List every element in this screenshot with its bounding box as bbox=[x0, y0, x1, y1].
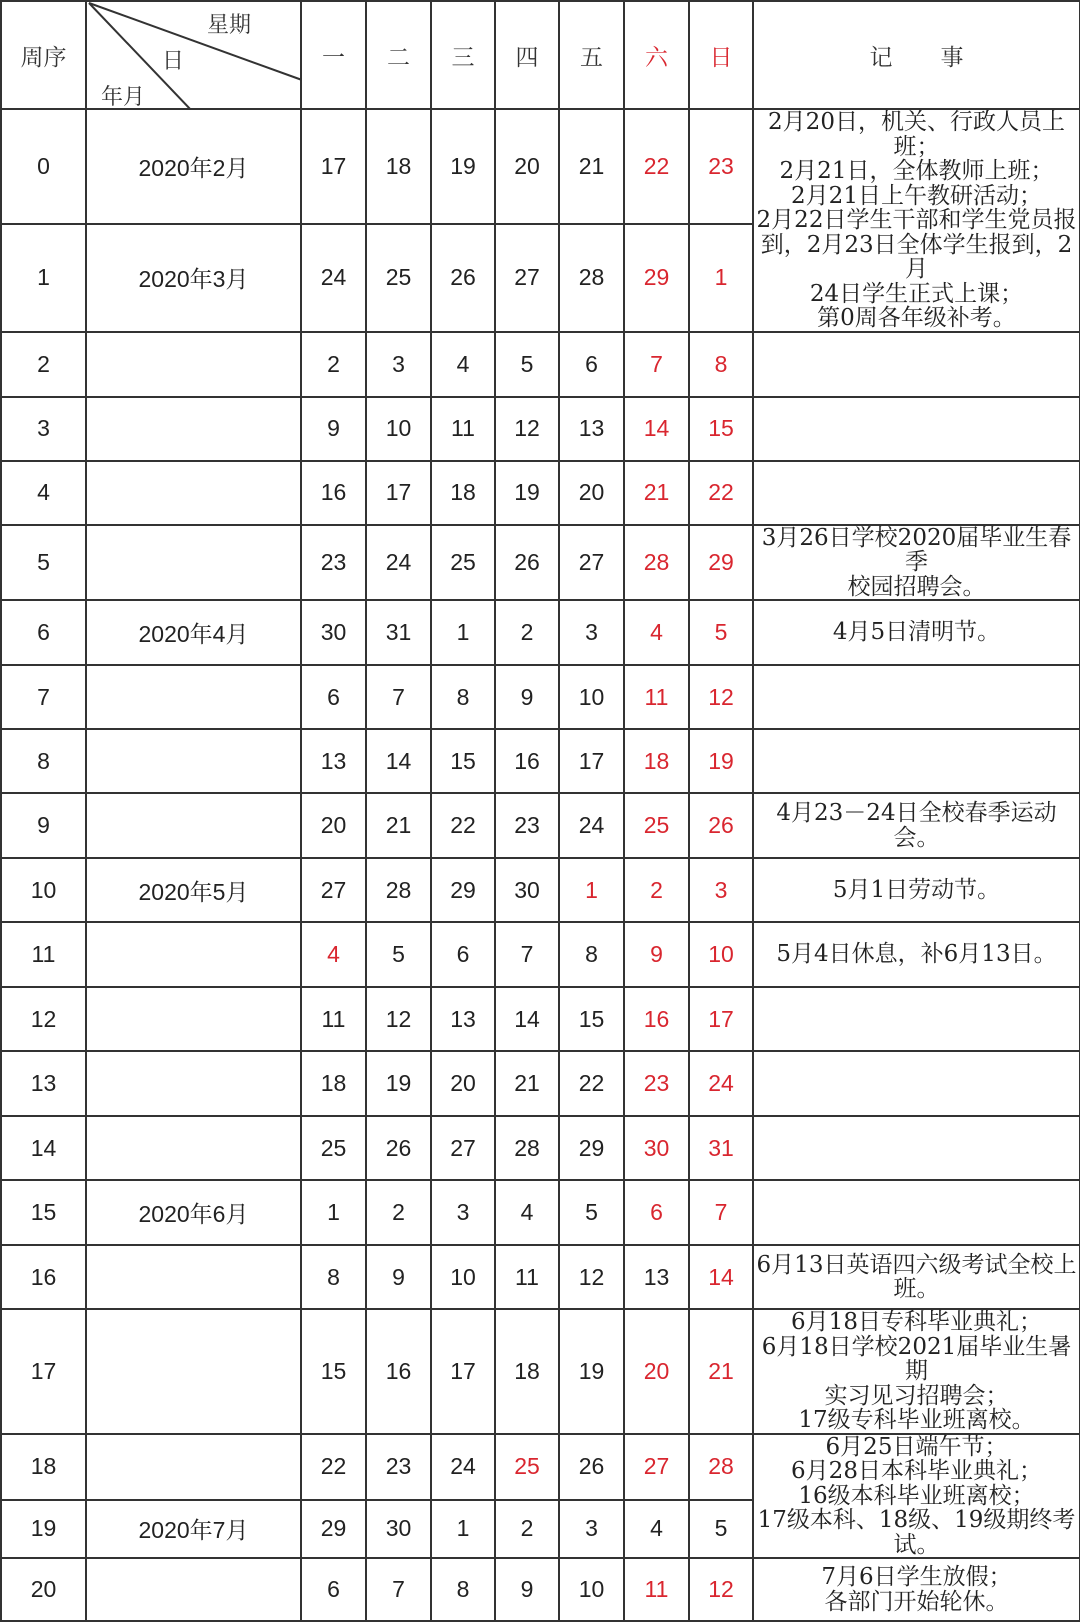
day-cell-fri: 20 bbox=[559, 461, 624, 525]
day-cell-thu: 11 bbox=[495, 1245, 559, 1309]
day-cell-sun: 23 bbox=[689, 109, 753, 224]
day-cell-fri: 13 bbox=[559, 397, 624, 461]
day-cell-thu: 2 bbox=[495, 1500, 559, 1558]
note-line: 各部门开始轮休。 bbox=[824, 1588, 1009, 1615]
week-number-cell: 0 bbox=[1, 109, 86, 224]
notes-cell bbox=[753, 793, 1080, 858]
note-line: 16级本科毕业班离校； bbox=[798, 1482, 1035, 1509]
note-line: 4月23－24日全校春季运动会。 bbox=[776, 800, 1057, 851]
year-month-cell bbox=[86, 729, 301, 793]
day-cell-mon: 29 bbox=[301, 1500, 366, 1558]
notes-cell-empty bbox=[753, 397, 1080, 461]
year-month-cell bbox=[86, 922, 301, 987]
day-cell-sun: 1 bbox=[689, 224, 753, 331]
day-cell-fri: 29 bbox=[559, 1116, 624, 1180]
day-cell-sun: 24 bbox=[689, 1051, 753, 1116]
day-cell-mon: 20 bbox=[301, 793, 366, 858]
week-number-cell: 17 bbox=[1, 1309, 86, 1434]
notes-header bbox=[753, 1, 1080, 109]
year-month-cell bbox=[86, 1116, 301, 1180]
week-number-cell: 12 bbox=[1, 987, 86, 1051]
note-line: 2月21日，全体教师上班； bbox=[779, 158, 1054, 184]
day-cell-tue: 5 bbox=[366, 922, 431, 987]
day-cell-thu: 19 bbox=[495, 461, 559, 525]
day-cell-fri: 17 bbox=[559, 729, 624, 793]
notes-cell bbox=[753, 858, 1080, 922]
week-number-cell: 7 bbox=[1, 665, 86, 729]
week-row bbox=[1, 1180, 1080, 1245]
notes-cell bbox=[753, 525, 1080, 601]
day-cell-mon: 17 bbox=[301, 109, 366, 224]
note-line: 6月25日端午节； bbox=[825, 1433, 1008, 1460]
day-cell-mon: 8 bbox=[301, 1245, 366, 1309]
notes-cell bbox=[753, 1434, 1080, 1559]
week-row bbox=[1, 1051, 1080, 1116]
diagonal-header-cell bbox=[86, 1, 301, 109]
day-cell-thu: 5 bbox=[495, 332, 559, 397]
day-cell-sat: 4 bbox=[624, 1500, 689, 1558]
day-cell-tue: 23 bbox=[366, 1434, 431, 1500]
day-cell-thu: 21 bbox=[495, 1051, 559, 1116]
day-cell-thu: 9 bbox=[495, 665, 559, 729]
year-month-cell bbox=[86, 1309, 301, 1434]
week-row bbox=[1, 793, 1080, 858]
week-row bbox=[1, 332, 1080, 397]
day-cell-tue: 10 bbox=[366, 397, 431, 461]
day-cell-sun: 14 bbox=[689, 1245, 753, 1309]
day-cell-wed: 17 bbox=[431, 1309, 495, 1434]
day-cell-sun: 31 bbox=[689, 1116, 753, 1180]
day-cell-sun: 3 bbox=[689, 858, 753, 922]
week-row bbox=[1, 1434, 1080, 1500]
notes-cell-empty bbox=[753, 1180, 1080, 1245]
year-month-cell bbox=[86, 461, 301, 525]
weekday-header-fri: 五 bbox=[559, 1, 624, 109]
week-number-cell: 13 bbox=[1, 1051, 86, 1116]
week-row bbox=[1, 665, 1080, 729]
week-number-cell: 3 bbox=[1, 397, 86, 461]
note-line: 5月4日休息，补6月13日。 bbox=[776, 941, 1057, 968]
day-cell-sun: 5 bbox=[689, 600, 753, 665]
day-cell-tue: 2 bbox=[366, 1180, 431, 1245]
day-cell-tue: 25 bbox=[366, 224, 431, 331]
day-cell-tue: 17 bbox=[366, 461, 431, 525]
notes-cell bbox=[753, 1245, 1080, 1309]
week-number-cell: 11 bbox=[1, 922, 86, 987]
day-cell-wed: 15 bbox=[431, 729, 495, 793]
calendar-body bbox=[1, 109, 1080, 1621]
day-cell-tue: 31 bbox=[366, 600, 431, 665]
notes-cell bbox=[753, 922, 1080, 987]
year-month-cell bbox=[86, 987, 301, 1051]
day-cell-fri: 15 bbox=[559, 987, 624, 1051]
day-cell-sun: 28 bbox=[689, 1434, 753, 1500]
day-cell-wed: 29 bbox=[431, 858, 495, 922]
day-cell-sat: 14 bbox=[624, 397, 689, 461]
day-cell-sun: 21 bbox=[689, 1309, 753, 1434]
day-cell-fri: 8 bbox=[559, 922, 624, 987]
day-cell-sun: 12 bbox=[689, 665, 753, 729]
day-cell-tue: 7 bbox=[366, 1558, 431, 1621]
day-cell-tue: 3 bbox=[366, 332, 431, 397]
week-number-cell: 4 bbox=[1, 461, 86, 525]
day-cell-wed: 11 bbox=[431, 397, 495, 461]
day-cell-sun: 19 bbox=[689, 729, 753, 793]
day-cell-thu: 9 bbox=[495, 1558, 559, 1621]
notes-cell-empty bbox=[753, 1116, 1080, 1180]
notes-cell-empty bbox=[753, 332, 1080, 397]
day-cell-fri: 19 bbox=[559, 1309, 624, 1434]
week-row bbox=[1, 1116, 1080, 1180]
notes-cell bbox=[753, 109, 1080, 332]
week-row bbox=[1, 1558, 1080, 1621]
note-line: 17级专科毕业班离校。 bbox=[798, 1407, 1035, 1433]
week-row bbox=[1, 1245, 1080, 1309]
day-cell-thu: 12 bbox=[495, 397, 559, 461]
day-cell-wed: 13 bbox=[431, 987, 495, 1051]
note-line: 3月26日学校2020届毕业生春季 bbox=[761, 524, 1072, 575]
day-cell-mon: 16 bbox=[301, 461, 366, 525]
week-number-header: 周序 bbox=[1, 1, 86, 109]
notes-cell-empty bbox=[753, 1051, 1080, 1116]
note-line: 第0周各年级补考。 bbox=[817, 305, 1016, 331]
year-month-cell bbox=[86, 793, 301, 858]
day-cell-sun: 22 bbox=[689, 461, 753, 525]
week-number-cell: 15 bbox=[1, 1180, 86, 1245]
note-line: 到，2月23日全体学生报到，2月 bbox=[760, 231, 1073, 282]
day-cell-wed: 20 bbox=[431, 1051, 495, 1116]
day-cell-fri: 24 bbox=[559, 793, 624, 858]
year-month-cell: 2020年6月 bbox=[86, 1180, 301, 1245]
day-cell-tue: 21 bbox=[366, 793, 431, 858]
year-month-cell: 2020年3月 bbox=[86, 224, 301, 331]
day-cell-wed: 8 bbox=[431, 665, 495, 729]
day-cell-sat: 28 bbox=[624, 525, 689, 601]
day-cell-tue: 18 bbox=[366, 109, 431, 224]
week-number-cell: 10 bbox=[1, 858, 86, 922]
day-cell-mon: 6 bbox=[301, 1558, 366, 1621]
day-cell-sat: 22 bbox=[624, 109, 689, 224]
day-cell-sat: 4 bbox=[624, 600, 689, 665]
year-month-cell bbox=[86, 1434, 301, 1500]
day-cell-sat: 20 bbox=[624, 1309, 689, 1434]
day-cell-fri: 3 bbox=[559, 600, 624, 665]
notes-cell bbox=[753, 1309, 1080, 1434]
weekday-header-thu: 四 bbox=[495, 1, 559, 109]
day-cell-fri: 22 bbox=[559, 1051, 624, 1116]
day-cell-wed: 18 bbox=[431, 461, 495, 525]
day-cell-fri: 21 bbox=[559, 109, 624, 224]
day-cell-thu: 20 bbox=[495, 109, 559, 224]
day-cell-wed: 4 bbox=[431, 332, 495, 397]
day-cell-sun: 15 bbox=[689, 397, 753, 461]
day-cell-wed: 10 bbox=[431, 1245, 495, 1309]
day-cell-sat: 29 bbox=[624, 224, 689, 331]
day-cell-wed: 3 bbox=[431, 1180, 495, 1245]
day-cell-mon: 25 bbox=[301, 1116, 366, 1180]
notes-cell bbox=[753, 1558, 1080, 1621]
day-cell-wed: 22 bbox=[431, 793, 495, 858]
day-axis-label: 日 bbox=[162, 48, 185, 73]
notes-header-char-2: 事 bbox=[940, 43, 964, 70]
note-line: 6月28日本科毕业典礼； bbox=[791, 1458, 1042, 1484]
day-cell-thu: 28 bbox=[495, 1116, 559, 1180]
day-cell-sat: 27 bbox=[624, 1434, 689, 1500]
day-cell-fri: 26 bbox=[559, 1434, 624, 1500]
day-cell-wed: 25 bbox=[431, 525, 495, 601]
day-cell-thu: 18 bbox=[495, 1309, 559, 1434]
notes-header-char-1: 记 bbox=[869, 43, 893, 70]
day-cell-thu: 7 bbox=[495, 922, 559, 987]
notes-cell-empty bbox=[753, 461, 1080, 525]
day-cell-thu: 4 bbox=[495, 1180, 559, 1245]
day-cell-sat: 16 bbox=[624, 987, 689, 1051]
note-line: 班。 bbox=[893, 1276, 940, 1302]
day-cell-tue: 9 bbox=[366, 1245, 431, 1309]
year-month-cell bbox=[86, 665, 301, 729]
weekday-axis-label: 星期 bbox=[207, 12, 252, 37]
day-cell-sat: 7 bbox=[624, 332, 689, 397]
day-cell-thu: 2 bbox=[495, 600, 559, 665]
day-cell-sun: 8 bbox=[689, 332, 753, 397]
day-cell-tue: 28 bbox=[366, 858, 431, 922]
day-cell-mon: 23 bbox=[301, 525, 366, 601]
day-cell-fri: 10 bbox=[559, 1558, 624, 1621]
day-cell-sat: 21 bbox=[624, 461, 689, 525]
week-number-cell: 14 bbox=[1, 1116, 86, 1180]
week-row bbox=[1, 729, 1080, 793]
day-cell-fri: 10 bbox=[559, 665, 624, 729]
day-cell-sat: 18 bbox=[624, 729, 689, 793]
day-cell-tue: 30 bbox=[366, 1500, 431, 1558]
day-cell-thu: 14 bbox=[495, 987, 559, 1051]
weekday-header-tue: 二 bbox=[366, 1, 431, 109]
day-cell-mon: 2 bbox=[301, 332, 366, 397]
day-cell-wed: 8 bbox=[431, 1558, 495, 1621]
day-cell-tue: 7 bbox=[366, 665, 431, 729]
day-cell-fri: 1 bbox=[559, 858, 624, 922]
week-number-cell: 9 bbox=[1, 793, 86, 858]
day-cell-tue: 19 bbox=[366, 1051, 431, 1116]
week-number-cell: 8 bbox=[1, 729, 86, 793]
week-number-cell: 1 bbox=[1, 224, 86, 331]
day-cell-mon: 9 bbox=[301, 397, 366, 461]
week-number-cell: 6 bbox=[1, 600, 86, 665]
day-cell-sat: 11 bbox=[624, 665, 689, 729]
day-cell-mon: 13 bbox=[301, 729, 366, 793]
day-cell-fri: 27 bbox=[559, 525, 624, 601]
note-line: 6月13日英语四六级考试全校上 bbox=[756, 1251, 1077, 1278]
week-row bbox=[1, 922, 1080, 987]
year-month-cell: 2020年7月 bbox=[86, 1500, 301, 1558]
day-cell-mon: 1 bbox=[301, 1180, 366, 1245]
week-row bbox=[1, 858, 1080, 922]
notes-cell-empty bbox=[753, 665, 1080, 729]
weekday-header-mon: 一 bbox=[301, 1, 366, 109]
week-row bbox=[1, 109, 1080, 224]
header-row bbox=[1, 1, 1080, 109]
week-row bbox=[1, 461, 1080, 525]
note-line: 6月18日学校2021届毕业生暑期 bbox=[761, 1333, 1072, 1384]
year-month-cell bbox=[86, 397, 301, 461]
day-cell-fri: 6 bbox=[559, 332, 624, 397]
day-cell-wed: 1 bbox=[431, 1500, 495, 1558]
year-month-cell bbox=[86, 1051, 301, 1116]
year-month-cell: 2020年5月 bbox=[86, 858, 301, 922]
day-cell-wed: 6 bbox=[431, 922, 495, 987]
note-line: 4月5日清明节。 bbox=[832, 619, 1001, 646]
week-row bbox=[1, 525, 1080, 601]
day-cell-thu: 30 bbox=[495, 858, 559, 922]
day-cell-thu: 23 bbox=[495, 793, 559, 858]
day-cell-sun: 5 bbox=[689, 1500, 753, 1558]
year-month-cell bbox=[86, 1558, 301, 1621]
day-cell-fri: 5 bbox=[559, 1180, 624, 1245]
week-row bbox=[1, 987, 1080, 1051]
day-cell-mon: 24 bbox=[301, 224, 366, 331]
notes-cell-empty bbox=[753, 987, 1080, 1051]
day-cell-sat: 23 bbox=[624, 1051, 689, 1116]
day-cell-sat: 13 bbox=[624, 1245, 689, 1309]
week-row bbox=[1, 397, 1080, 461]
day-cell-sat: 25 bbox=[624, 793, 689, 858]
day-cell-sat: 2 bbox=[624, 858, 689, 922]
day-cell-sun: 29 bbox=[689, 525, 753, 601]
note-line: 6月18日专科毕业典礼； bbox=[791, 1309, 1042, 1335]
day-cell-tue: 26 bbox=[366, 1116, 431, 1180]
week-number-cell: 5 bbox=[1, 525, 86, 601]
week-row bbox=[1, 1309, 1080, 1434]
day-cell-mon: 27 bbox=[301, 858, 366, 922]
weekday-header-sat: 六 bbox=[624, 1, 689, 109]
day-cell-wed: 24 bbox=[431, 1434, 495, 1500]
note-line: 2月21日上午教研活动； bbox=[791, 182, 1042, 209]
note-line: 校园招聘会。 bbox=[847, 573, 986, 600]
week-row bbox=[1, 600, 1080, 665]
week-number-cell: 2 bbox=[1, 332, 86, 397]
day-cell-fri: 28 bbox=[559, 224, 624, 331]
note-line: 5月1日劳动节。 bbox=[832, 876, 1001, 903]
year-month-cell bbox=[86, 525, 301, 601]
note-line: 24日学生正式上课； bbox=[809, 280, 1024, 307]
week-number-cell: 19 bbox=[1, 1500, 86, 1558]
year-month-cell: 2020年4月 bbox=[86, 600, 301, 665]
notes-cell bbox=[753, 600, 1080, 665]
year-month-axis-label: 年月 bbox=[101, 84, 146, 109]
note-line: 7月6日学生放假； bbox=[821, 1564, 1012, 1590]
day-cell-mon: 30 bbox=[301, 600, 366, 665]
note-line: 2月22日学生干部和学生党员报 bbox=[756, 207, 1077, 233]
year-month-cell bbox=[86, 332, 301, 397]
day-cell-sat: 30 bbox=[624, 1116, 689, 1180]
day-cell-mon: 11 bbox=[301, 987, 366, 1051]
notes-cell-empty bbox=[753, 729, 1080, 793]
year-month-cell: 2020年2月 bbox=[86, 109, 301, 224]
day-cell-mon: 22 bbox=[301, 1434, 366, 1500]
day-cell-mon: 4 bbox=[301, 922, 366, 987]
day-cell-sun: 10 bbox=[689, 922, 753, 987]
day-cell-sun: 7 bbox=[689, 1180, 753, 1245]
day-cell-fri: 12 bbox=[559, 1245, 624, 1309]
week-number-cell: 20 bbox=[1, 1558, 86, 1621]
day-cell-sun: 12 bbox=[689, 1558, 753, 1621]
note-line: 17级本科、18级、19级期终考试。 bbox=[757, 1507, 1076, 1558]
day-cell-thu: 16 bbox=[495, 729, 559, 793]
weekday-header-wed: 三 bbox=[431, 1, 495, 109]
day-cell-tue: 14 bbox=[366, 729, 431, 793]
week-number-cell: 18 bbox=[1, 1434, 86, 1500]
day-cell-wed: 27 bbox=[431, 1116, 495, 1180]
note-line: 2月20日，机关、行政人员上班； bbox=[768, 109, 1065, 160]
day-cell-fri: 3 bbox=[559, 1500, 624, 1558]
weekday-header-sun: 日 bbox=[689, 1, 753, 109]
day-cell-mon: 18 bbox=[301, 1051, 366, 1116]
day-cell-sat: 9 bbox=[624, 922, 689, 987]
day-cell-thu: 27 bbox=[495, 224, 559, 331]
day-cell-wed: 26 bbox=[431, 224, 495, 331]
day-cell-thu: 25 bbox=[495, 1434, 559, 1500]
day-cell-wed: 1 bbox=[431, 600, 495, 665]
day-cell-thu: 26 bbox=[495, 525, 559, 601]
day-cell-sat: 11 bbox=[624, 1558, 689, 1621]
week-number-cell: 16 bbox=[1, 1245, 86, 1309]
day-cell-tue: 24 bbox=[366, 525, 431, 601]
day-cell-mon: 6 bbox=[301, 665, 366, 729]
day-cell-mon: 15 bbox=[301, 1309, 366, 1434]
day-cell-tue: 12 bbox=[366, 987, 431, 1051]
note-line: 实习见习招聘会； bbox=[824, 1382, 1009, 1409]
day-cell-sat: 6 bbox=[624, 1180, 689, 1245]
day-cell-sun: 17 bbox=[689, 987, 753, 1051]
day-cell-tue: 16 bbox=[366, 1309, 431, 1434]
year-month-cell bbox=[86, 1245, 301, 1309]
day-cell-sun: 26 bbox=[689, 793, 753, 858]
day-cell-wed: 19 bbox=[431, 109, 495, 224]
